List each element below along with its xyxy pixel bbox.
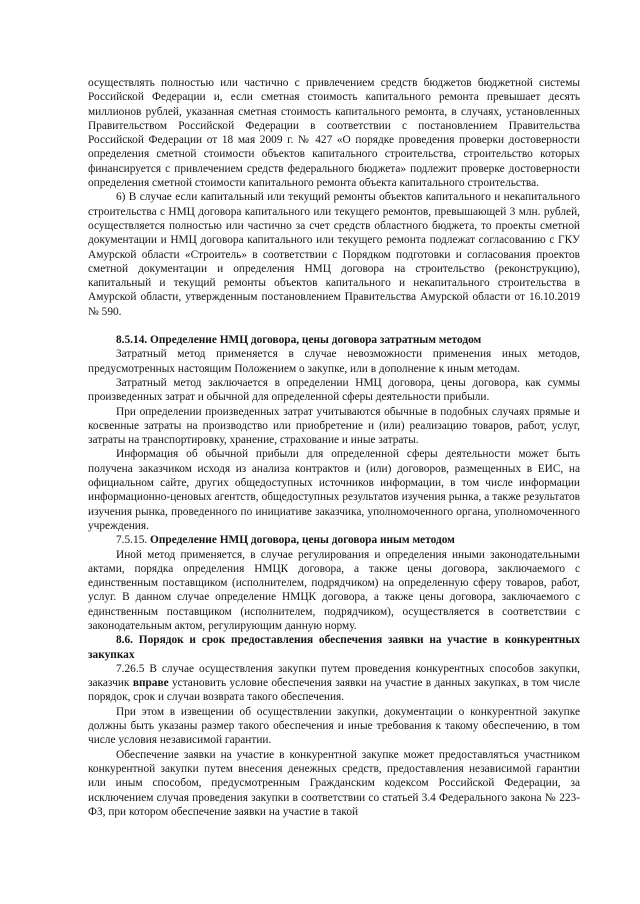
paragraph-other-method: Иной метод применяется, в случае регулирования и определения иными законодательными актами, порядка определения НМЦК договора, а также цены договора, заключаемого с единственным поставщиком (исполнителем, подрядчиком) на определенную сферу товаров, работ, услуг. В данном случае определение НМЦК договора, а также цены договора, заключаемого с единственным поставщиком (исполнителем, подрядчиком), осуществляется в соответствии с законодательным актом, регулирующим данную норму. (88, 548, 580, 632)
paragraph-cost-method-2: Затратный метод заключается в определении НМЦ договора, цены договора, как суммы произведенных затрат и обычной для определенной сферы деятельности прибыли. (88, 376, 580, 404)
document-page (88, 76, 580, 819)
paragraph-cost-method-1: Затратный метод применяется в случае невозможности применения иных методов, предусмотренных настоящим Положением о закупке, или в дополнение к иным методам. (88, 348, 580, 375)
paragraph-budget-continuation: осуществлять полностью или частично с привлечением средств бюджетов бюджетной системы Российской Федерации и, если сметная стоимость капитального ремонта превышает десять миллионов рублей, указанная сметная стоимость капитального ремонта, в случаях, установленных Правительством Российской Федерации в соответствии с постановлением Правительства Российской Федерации от 18 мая 2009 г. № 427 «О порядке проведения проверки достоверности определения сметной стоимости объектов капитального строительства, строительство которых финансируется с привлечением средств федерального бюджета» подлежит проверке достоверности определения сметной стоимости капитального ремонта объекта капитального строительства. (88, 77, 580, 190)
paragraph-notice-requirements: При этом в извещении об осуществлении закупки, документации о конкурентной закупке должны быть указаны размер такого обеспечения и иные требования к такому обеспечению, в том числе условия независимой гарантии. (88, 705, 580, 747)
paragraph-7-26-5-bold: вправе (132, 677, 169, 690)
section-heading-8-6: 8.6. Порядок и срок предоставления обеспечения заявки на участие в конкурентных закупках (88, 634, 580, 661)
section-number-7-5-15: 7.5.15. (116, 534, 148, 547)
paragraph-7-26-5 (88, 662, 580, 705)
section-heading-8-5-14: 8.5.14. Определение НМЦ договора, цены договора затратным методом (116, 334, 482, 347)
paragraph-7-26-5-text-start: 7.26.5 В случае осуществления закупки путем проведения конкурентных способов закупки, заказчик (88, 662, 580, 690)
paragraph-cost-method-3: При определении произведенных затрат учитываются обычные в подобных случаях прямые и косвенные затраты на производство или приобретение и (или) реализацию товаров, работ, услуг, затраты на транспортировку, хранение, страхование и иные затраты. (88, 405, 580, 447)
paragraph-7-26-5-text-end: установить условие обеспечения заявки на участие в данных закупках, в том числе порядок, срок и случаи возврата такого обеспечения. (88, 677, 580, 704)
section-heading-7-5-15 (88, 533, 580, 547)
section-title-7-5-15: Определение НМЦ договора, цены договора иным методом (150, 534, 455, 547)
paragraph-security-provision: Обеспечение заявки на участие в конкурентной закупке может предоставляться участником конкурентной закупки путем внесения денежных средств, предоставления независимой гарантии или иным способом, предусмотренным Гражданским кодексом Российской Федерации, за исключением случая проведения закупки в соответствии со статьей 3.4 Федерального закона № 223-ФЗ, при котором обеспечение заявки на участие в такой (88, 748, 580, 818)
paragraph-cost-method-4: Информация об обычной прибыли для определенной сферы деятельности может быть получена заказчиком исходя из анализа контрактов и (или) договоров, размещенных в ЕИС, на официальном сайте, других общедоступных источников информации, в том числе информации информационно-ценовых агентств, общедоступных результатов изучения рынка, а также результатов изучения рынка, проведенного по инициативе заказчика, уполномоченного органа, уполномоченного учреждения. (88, 448, 580, 532)
paragraph-item-6: 6) В случае если капитальный или текущий ремонты объектов капитального и некапитального строительства с НМЦ договора капитального или текущего ремонтов, превышающей 3 млн. рублей, осуществляется полностью или частично за счет средств областного бюджета, то проекты сметной документации и НМЦ договора капитального или текущего ремонта подлежат согласованию с ГКУ Амурской области «Строитель» в соответствии с Порядком подготовки и согласования проектов сметной документации и определения НМЦ договора на строительство (реконструкцию), капитальный и текущий ремонты объектов капитального и некапитального строительства в Амурской области, утвержденным постановлением Правительства Амурской области от 16.10.2019 № 590. (88, 191, 580, 318)
